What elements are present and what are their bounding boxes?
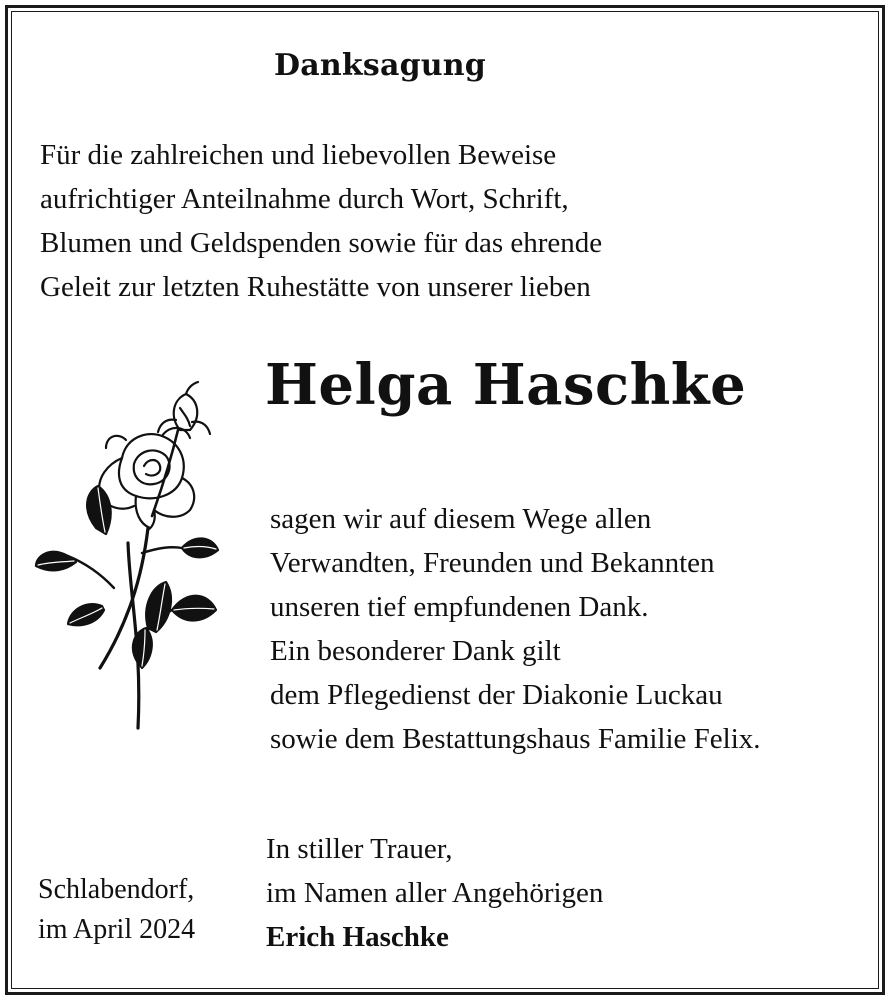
rose-icon <box>30 378 225 733</box>
signature: Erich Haschke <box>266 921 449 953</box>
closing-line: im Namen aller Angehörigen <box>266 877 604 909</box>
intro-line: Blumen und Geldspenden sowie für das ehrende <box>40 227 603 259</box>
intro-text <box>40 133 860 309</box>
intro-line: Für die zahlreichen und liebevollen Beweise <box>40 139 557 171</box>
thanks-text <box>270 497 870 761</box>
thanks-line: sagen wir auf diesem Wege allen <box>270 503 652 535</box>
thanks-line: sowie dem Bestattungshaus Familie Felix. <box>270 723 761 755</box>
date-line: im April 2024 <box>38 914 196 945</box>
thanks-line: Ein besonderer Dank gilt <box>270 635 561 667</box>
thanks-line: unseren tief empfundenen Dank. <box>270 591 649 623</box>
thanks-line: dem Pflegedienst der Diakonie Luckau <box>270 679 723 711</box>
closing-line: In stiller Trauer, <box>266 833 453 865</box>
place-date <box>38 870 195 950</box>
intro-line: aufrichtiger Anteilnahme durch Wort, Schrift, <box>40 183 569 215</box>
closing-block <box>266 827 603 959</box>
thanks-line: Verwandten, Freunden und Bekannten <box>270 547 715 579</box>
notice-heading: Danksagung <box>274 48 486 83</box>
place-line: Schlabendorf, <box>38 874 195 905</box>
deceased-name: Helga Haschke <box>265 352 747 418</box>
intro-line: Geleit zur letzten Ruhestätte von unserer lieben <box>40 271 591 303</box>
